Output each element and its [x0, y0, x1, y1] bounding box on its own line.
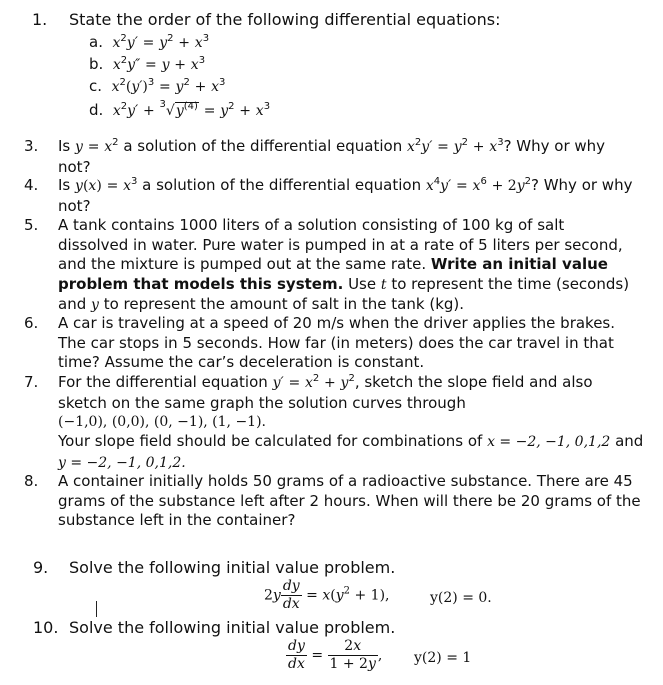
q1d-label: d.	[89, 101, 104, 119]
q1a: a. $x^2y' = y^2 + x^3$	[89, 33, 210, 51]
q6-text: A car is traveling at a speed of 20 m/s when the driver applies the brakes. The car stops in 5 seconds. How far (in meters) does the car travel in that time? Assume the car’s deceleration is constant.	[58, 314, 616, 372]
q9-prompt: Solve the following initial value problem.	[69, 558, 396, 577]
q9-number: 9.	[33, 558, 49, 577]
q1-number: 1.	[32, 10, 48, 29]
q5-number: 5.	[24, 216, 39, 234]
q1-prompt: State the order of the following differential equations:	[69, 10, 501, 29]
q8-text: A container initially holds 50 grams of a radioactive substance. There are 45 grams of the substance left after 2 hours. When will there be 20 grams of the substance left in the container?	[58, 472, 641, 530]
q1a-label: a.	[89, 33, 103, 51]
q8-number: 8.	[24, 472, 39, 490]
q10-prompt: Solve the following initial value problem.	[69, 618, 396, 637]
q6-number: 6.	[24, 314, 39, 332]
q1d: d. $x^2y' + ^3√y^{(4)} = y^2 + x^3$	[89, 99, 271, 119]
q1b: b. $x^2y'' = y + x^3$	[89, 55, 206, 73]
q3-text: Is $y = x^2$ a solution of the differential equation $x^2y' = y^2 + x^3$? Why or why not?	[58, 137, 606, 176]
q7-text-b: Your slope field should be calculated for combinations of x = −2, −1, 0,1,2 and y = −2, −1, 0,1,2.	[58, 432, 644, 471]
q4-text: Is $y(x) = x^3$ a solution of the differential equation $x^4y' = x^6 + 2y^2$? Why or why not?	[58, 176, 633, 215]
q9-equation: 2y $\frac{dy}{dx}$ = $x(y^2 + 1)$,	[264, 578, 390, 612]
q5-text: A tank contains 1000 liters of a solution consisting of 100 kg of salt dissolved in water. Pure water is pumped in at a rate of 5 liters per second, and the mixture is pumped out at the same rate. Write an initial value problem that models this system. Use t to represent the time (seconds) and y to represent the amount of salt in the tank (kg).	[58, 216, 630, 314]
q10-number: 10.	[33, 618, 59, 637]
q4-number: 4.	[24, 176, 39, 194]
q7-number: 7.	[24, 373, 39, 391]
q1c-label: c.	[89, 77, 103, 95]
q10-equation: $\frac{dy}{dx}$ = $\frac{2x}{1 + 2y}$ ,	[288, 638, 383, 672]
q1c: c. $x^2(y')^3 = y^2 + x^3$	[89, 77, 226, 95]
q1b-label: b.	[89, 55, 104, 73]
q10-initial: y(2) = 1	[414, 650, 472, 666]
q7-text: For the differential equation $y' = x^2 + y^2$, sketch the slope field and also sketch on the same graph the solution curves through	[58, 373, 593, 412]
q3-number: 3.	[24, 137, 39, 155]
q9-initial: y(2) = 0.	[430, 590, 492, 606]
q7-points: (−1,0), (0,0), (0, −1), (1, −1).	[58, 414, 266, 430]
q5-bold: Write an initial value problem that models this system.	[58, 255, 608, 293]
text-cursor	[96, 601, 97, 617]
